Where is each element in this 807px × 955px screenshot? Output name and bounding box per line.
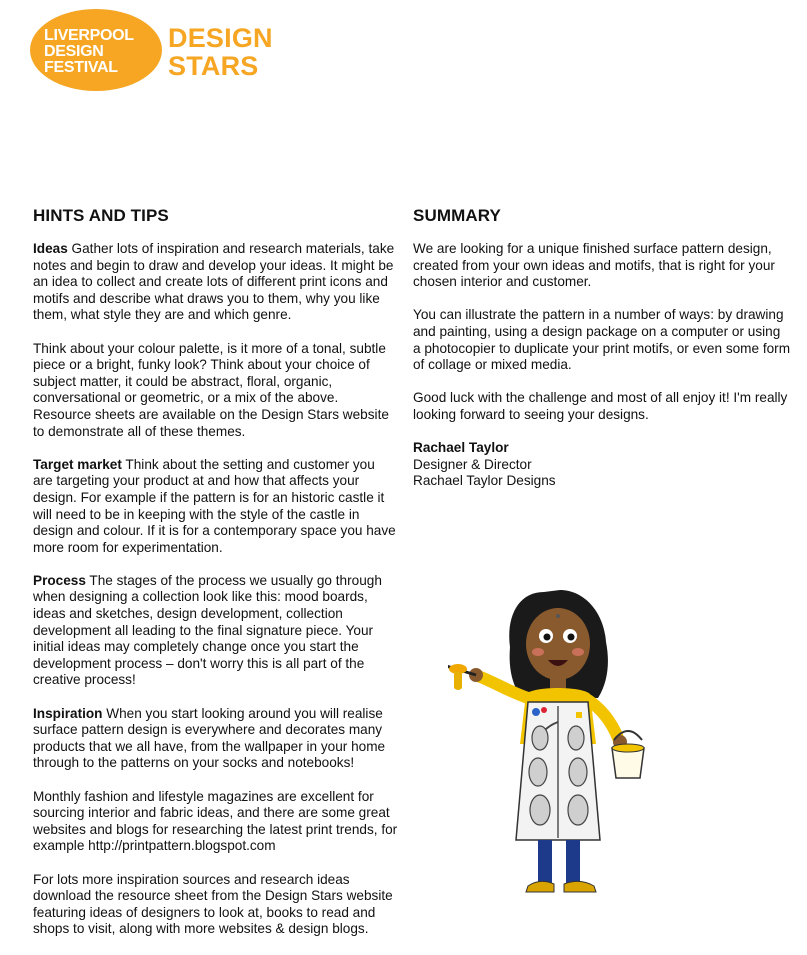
inspiration-paragraph	[33, 706, 398, 772]
summary-paragraph-1: We are looking for a unique finished surface pattern design, created from your own ideas and motifs, that is right for your chosen interior and customer.	[413, 241, 775, 290]
summary-paragraph-3: Good luck with the challenge and most of all enjoy it! I'm really looking forward to seeing your designs.	[413, 390, 788, 422]
festival-line-2: DESIGN	[44, 43, 104, 60]
design-stars-line-1: DESIGN	[168, 23, 273, 53]
more-paragraph: For lots more inspiration sources and research ideas download the resource sheet from the Design Stars website featuring ideas of designers to look at, books to read and shops to visit, along with more websites & design blogs.	[33, 871, 393, 937]
inspiration-label: Inspiration	[33, 705, 103, 721]
hints-heading: HINTS AND TIPS	[33, 206, 169, 225]
summary-column	[413, 206, 791, 490]
signature-company: Rachael Taylor Designs	[413, 473, 556, 489]
ideas-paragraph	[33, 241, 398, 324]
design-stars-line-2: STARS	[168, 51, 259, 81]
target-label: Target market	[33, 456, 122, 472]
palette-paragraph: Think about your colour palette, is it more of a tonal, subtle piece or a bright, funky look? Think about your choice of subject matter, it could be abstract, floral, organic, conversational or geometric, or a mix of the above. Resource sheets are available on the Design Stars website to demonstrate all of these themes.	[33, 340, 389, 439]
designer-illustration-icon	[448, 572, 678, 902]
inspiration-text: When you start looking around you will realise surface pattern design is everywhere and decorates many products that we all have, from the wallpaper in your home through to the patterns on your socks and notebooks!	[33, 705, 386, 771]
signature-role: Designer & Director	[413, 456, 532, 472]
ideas-label: Ideas	[33, 241, 68, 256]
process-label: Process	[33, 572, 86, 588]
design-stars-title	[168, 24, 273, 80]
target-paragraph	[33, 457, 398, 557]
hints-column	[33, 206, 398, 955]
festival-line-3: FESTIVAL	[44, 59, 118, 76]
magazines-paragraph: Monthly fashion and lifestyle magazines are excellent for sourcing interior and fabric ideas, and there are some great websites and blogs for researching the latest print trends, for example http://printpattern.blogspot.com	[33, 788, 398, 854]
signature-block	[413, 440, 791, 490]
brand-logo	[28, 8, 280, 94]
summary-paragraph-2: You can illustrate the pattern in a number of ways: by drawing and painting, using a design package on a computer or using a photocopier to duplicate your print motifs, or even some form of collage or mixed media.	[413, 307, 791, 373]
process-paragraph	[33, 573, 398, 689]
process-text: The stages of the process we usually go through when designing a collection look like this: mood boards, ideas and sketches, design development, collection development all leading to the final signature piece. Your initial ideas may completely change once you start the development process – don't worry this is all part of the creative process!	[33, 572, 382, 688]
ideas-text: Gather lots of inspiration and research materials, take notes and begin to draw and develop your ideas. It might be an idea to collect and create lots of different print icons and motifs and describe what draws you to them, why you like them, what style they are and which genre.	[33, 241, 395, 323]
festival-line-1: LIVERPOOL	[44, 27, 134, 44]
festival-logo-text	[44, 28, 134, 76]
signature-name: Rachael Taylor	[413, 440, 509, 456]
summary-heading: SUMMARY	[413, 206, 501, 225]
target-text: Think about the setting and customer you are targeting your product at and how that affects your design. For example if the pattern is for an historic castle it will need to be in keeping with the style of the castle in design and colour. If it is for a contemporary space you have more room for experimentation.	[33, 456, 396, 555]
